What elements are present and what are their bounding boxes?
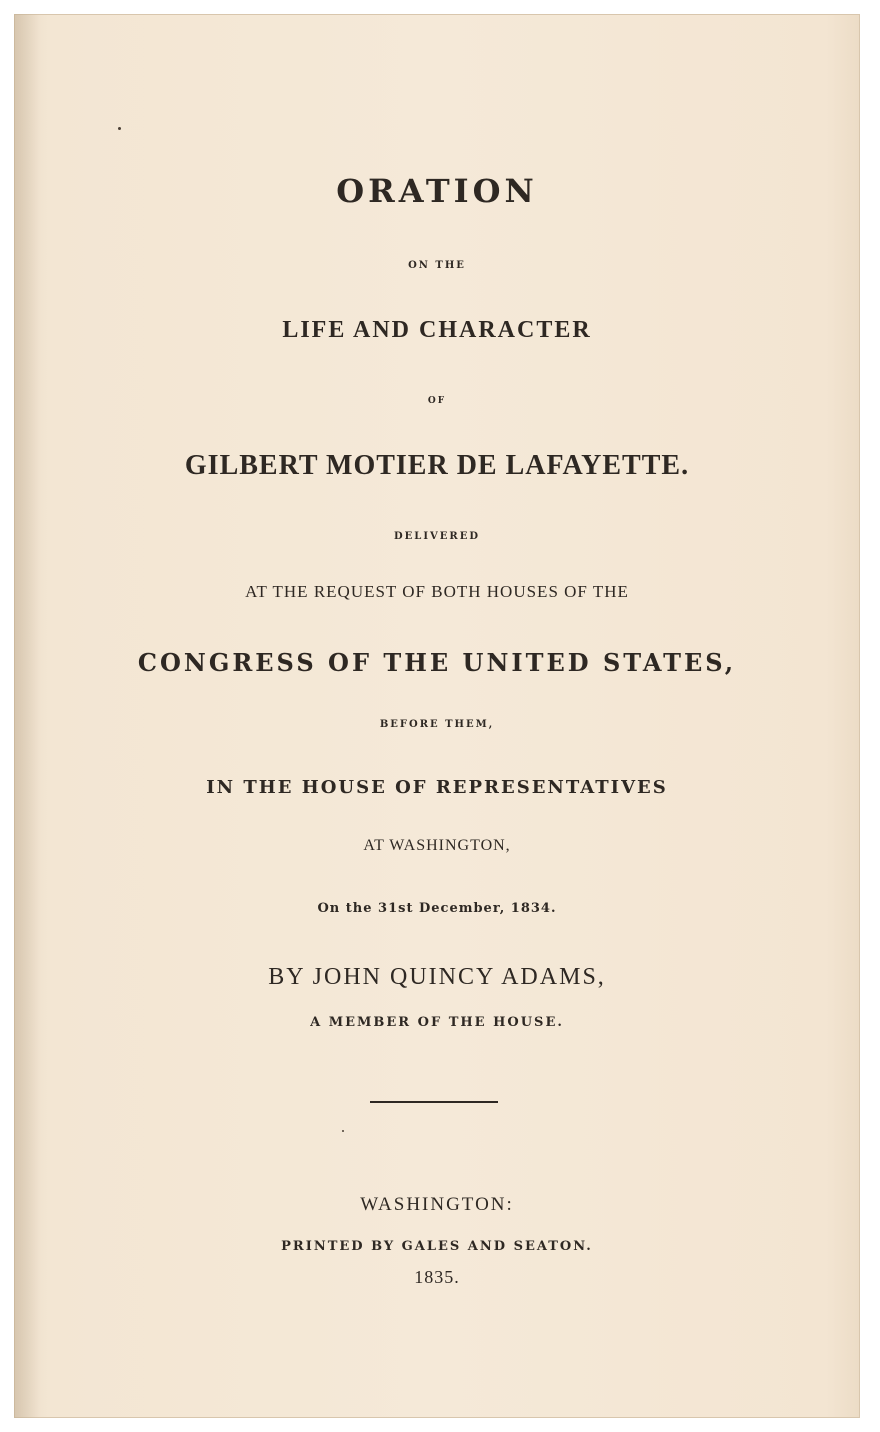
before-them-line: BEFORE THEM, — [379, 719, 495, 730]
congress-line: CONGRESS OF THE UNITED STATES, — [137, 648, 737, 677]
house-line: IN THE HOUSE OF REPRESENTATIVES — [206, 777, 668, 798]
imprint-printer: PRINTED BY GALES AND SEATON. — [281, 1239, 593, 1254]
subject-line: LIFE AND CHARACTER — [282, 317, 592, 343]
request-line: AT THE REQUEST OF BOTH HOUSES OF THE — [245, 582, 629, 601]
date-line: On the 31st December, 1834. — [317, 901, 557, 916]
paper-speck — [342, 1130, 344, 1132]
title: ORATION — [336, 172, 538, 210]
delivered-line: DELIVERED — [394, 531, 480, 542]
author-role-line: A MEMBER OF THE HOUSE. — [310, 1015, 564, 1030]
location-line: AT WASHINGTON, — [363, 837, 511, 854]
divider-rule — [370, 1101, 498, 1103]
title-page — [14, 14, 860, 1418]
paper-speck — [118, 127, 121, 130]
imprint-city: WASHINGTON: — [360, 1194, 514, 1215]
person-name: GILBERT MOTIER DE LAFAYETTE. — [184, 450, 690, 481]
of-line: OF — [427, 396, 447, 406]
imprint-year: 1835. — [414, 1267, 460, 1287]
on-the-line: ON THE — [408, 260, 466, 271]
author-line: BY JOHN QUINCY ADAMS, — [268, 964, 606, 990]
